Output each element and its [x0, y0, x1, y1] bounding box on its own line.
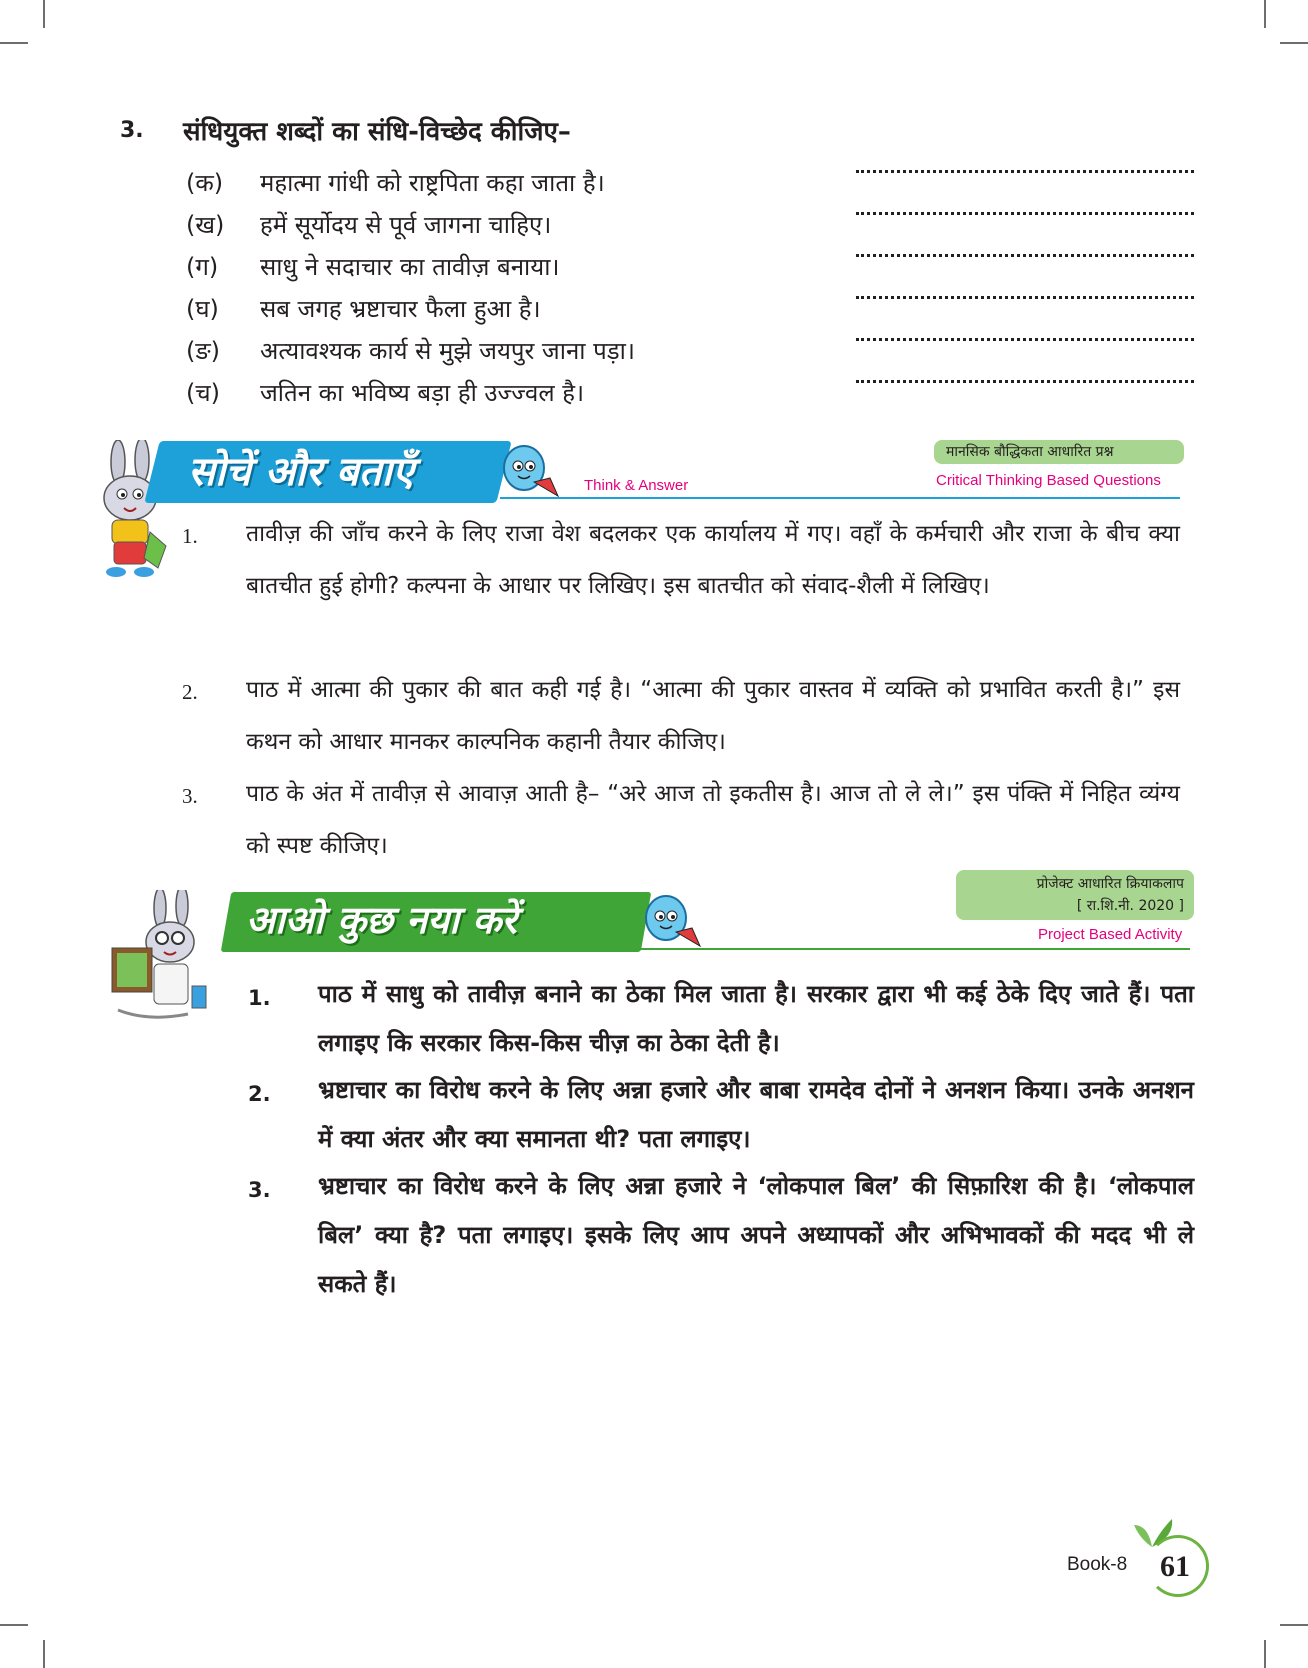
item-label: (ख): [186, 211, 225, 239]
project-question-text: पाठ में साधु को तावीज़ बनाने का ठेका मिल जाता है। सरकार द्वारा भी कई ठेके दिए जाते हैं। पता लगाइए कि सरकार किस-किस चीज़ का ठेका देती है।: [318, 980, 1194, 1057]
answer-blank[interactable]: [856, 380, 1194, 383]
crop-mark: [43, 0, 45, 28]
answer-blank[interactable]: [856, 212, 1194, 215]
project-question-number: 2.: [248, 1082, 271, 1106]
project-question-number: 1.: [248, 986, 271, 1010]
think-subtitle: Think & Answer: [584, 477, 689, 494]
bunny-painter-icon: [108, 890, 218, 1030]
think-tag-english: Critical Thinking Based Questions: [936, 472, 1161, 489]
project-question-number: 3.: [248, 1178, 271, 1202]
question-number: 1.: [182, 524, 198, 548]
project-question-text: भ्रष्टाचार का विरोध करने के लिए अन्ना हजारे ने ‘लोकपाल बिल’ की सिफ़ारिश की है। ‘लोकपाल बिल’ क्या है? पता लगाइए। इसके लिए आप अपने अध्यापकों और अभिभावकों की मदद भी ले सकते हैं।: [318, 1172, 1194, 1298]
think-tag: [934, 440, 1184, 464]
project-tag-hindi: प्रोजेक्ट आधारित क्रियाकलाप: [1036, 876, 1184, 892]
answer-blank[interactable]: [856, 296, 1194, 299]
crop-mark: [1280, 1624, 1308, 1626]
book-label: Book-8: [1067, 1554, 1128, 1575]
item-text: जतिन का भविष्य बड़ा ही उज्ज्वल है।: [260, 379, 585, 407]
answer-blank[interactable]: [856, 254, 1194, 257]
item-label: (क): [186, 169, 224, 197]
item-text: महात्मा गांधी को राष्ट्रपिता कहा जाता है।: [260, 169, 605, 197]
answer-blank[interactable]: [856, 170, 1194, 173]
project-tag-ref: [ रा.शि.नी. 2020 ]: [1076, 898, 1184, 914]
project-tag: [956, 870, 1194, 920]
project-tag-english: Project Based Activity: [1038, 926, 1183, 943]
question-text: तावीज़ की जाँच करने के लिए राजा वेश बदलकर एक कार्यालय में गए। वहाँ के कर्मचारी और राजा के बीच क्या बातचीत हुई होगी? कल्पना के आधार पर लिखिए। इस बातचीत को संवाद-शैली में लिखिए।: [246, 521, 1180, 599]
question-text: पाठ में आत्मा की पुकार की बात कही गई है। “आत्मा की पुकार वास्तव में व्यक्ति को प्रभावित करती है।” इस कथन को आधार मानकर काल्पनिक कहानी तैयार कीजिए।: [246, 677, 1180, 755]
item-text: साधु ने सदाचार का तावीज़ बनाया।: [260, 253, 560, 281]
crop-mark: [0, 1624, 28, 1626]
page-number: 61: [1160, 1550, 1190, 1583]
question-number: 3.: [182, 784, 198, 808]
item-label: (च): [186, 379, 220, 407]
project-question-text: भ्रष्टाचार का विरोध करने के लिए अन्ना हजारे और बाबा रामदेव दोनों ने अनशन किया। उनके अनशन में क्या अंतर और क्या समानता थी? पता लगाइए।: [318, 1076, 1194, 1153]
crop-mark: [1264, 0, 1266, 28]
question-text: पाठ के अंत में तावीज़ से आवाज़ आती है– “अरे आज तो इकतीस है। आज तो ले ले।” इस पंक्ति में निहित व्यंग्य को स्पष्ट कीजिए।: [246, 781, 1180, 859]
item-label: (ग): [186, 253, 219, 281]
crop-mark: [1280, 42, 1308, 44]
answer-blank[interactable]: [856, 338, 1194, 341]
crop-mark: [0, 42, 28, 44]
item-label: (ङ): [186, 337, 221, 365]
question-number: 2.: [182, 680, 198, 704]
exercise-number: 3.: [120, 118, 144, 143]
project-section-title: आओ कुछ नया करें: [246, 898, 517, 942]
think-section-title: सोचें और बताएँ: [188, 449, 415, 495]
item-text: सब जगह भ्रष्टाचार फैला हुआ है।: [260, 295, 541, 323]
project-divider: [640, 948, 1190, 950]
item-text: अत्यावश्यक कार्य से मुझे जयपुर जाना पड़ा।: [260, 337, 635, 365]
item-text: हमें सूर्योदय से पूर्व जागना चाहिए।: [260, 211, 552, 239]
think-tag-hindi: मानसिक बौद्धिकता आधारित प्रश्न: [946, 444, 1114, 460]
item-label: (घ): [186, 295, 219, 323]
pencil-mascot-icon: [498, 442, 566, 502]
crop-mark: [1264, 1640, 1266, 1668]
think-divider: [500, 497, 1180, 499]
exercise-title: संधियुक्त शब्दों का संधि-विच्छेद कीजिए–: [183, 117, 571, 147]
crop-mark: [43, 1640, 45, 1668]
pencil-mascot-icon: [640, 892, 708, 952]
